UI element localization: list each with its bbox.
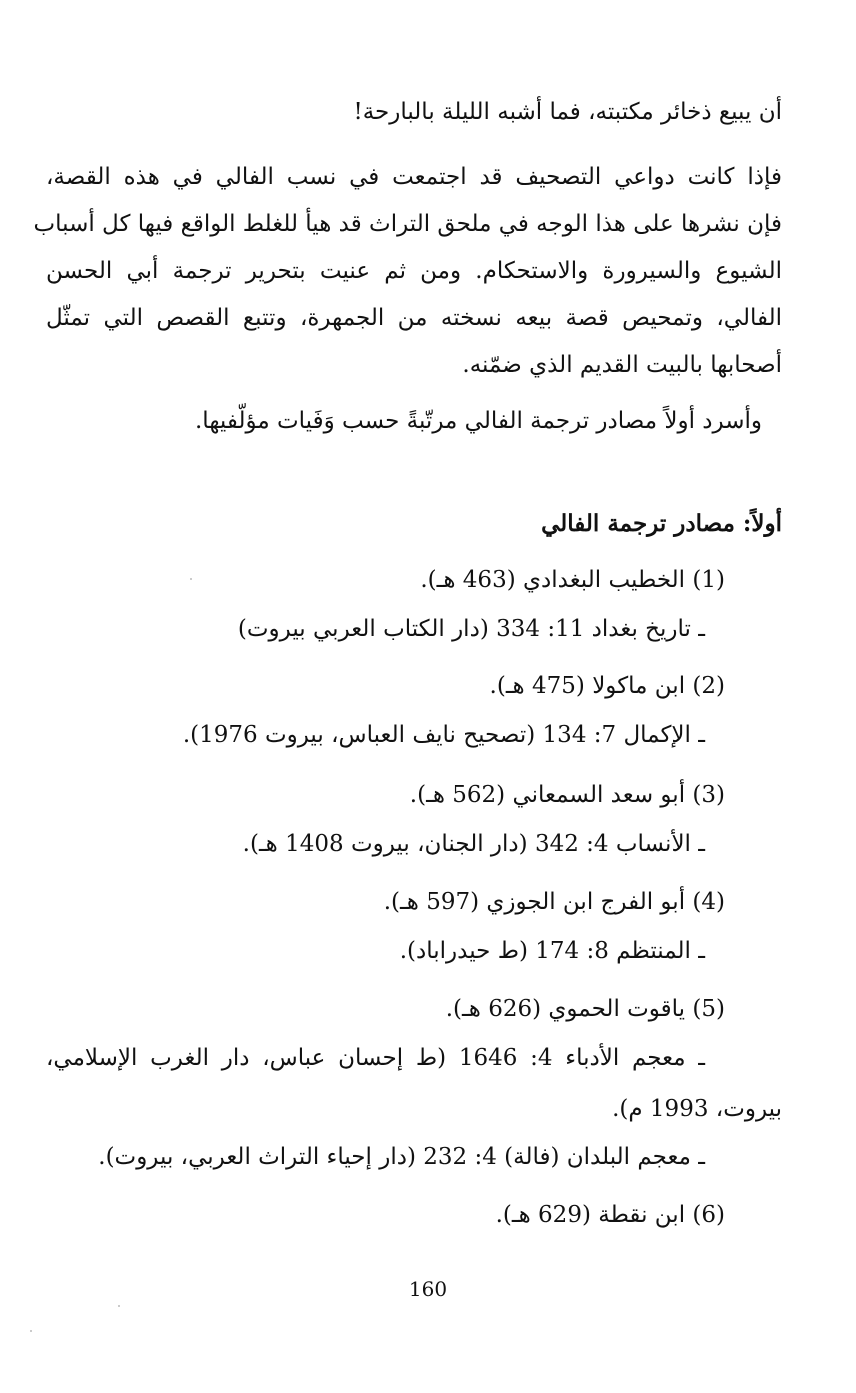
scan-speck [30,1330,32,1332]
source-author: (6) ابن نقطة (629 هـ). [495,1202,725,1228]
source-reference: ـ الأنساب 4: 342 (دار الجنان، بيروت 1408 هـ). [242,831,705,857]
paragraph-line: أصحابها بالبيت القديم الذي ضمّنه. [462,352,782,378]
source-author: (5) ياقوت الحموي (626 هـ). [445,996,725,1022]
page-number: 160 [408,1277,448,1301]
scan-speck [190,578,192,580]
paragraph-line: وأسرد أولاً مصادر ترجمة الفالي مرتّبةً حسب وَفَيات مؤلّفيها. [195,408,762,434]
source-reference: ـ معجم الأدباء 4: 1646 (ط إحسان عباس، دار الغرب الإسلامي، [46,1045,705,1071]
source-reference: ـ معجم البلدان (فالة) 4: 232 (دار إحياء التراث العربي، بيروت). [98,1144,705,1170]
source-author: (2) ابن ماكولا (475 هـ). [489,673,725,699]
section-heading: أولاً: مصادر ترجمة الفالي [541,510,782,537]
source-reference: ـ تاريخ بغداد 11: 334 (دار الكتاب العربي بيروت) [237,616,705,642]
source-reference: ـ الإكمال 7: 134 (تصحيح نايف العباس، بيروت 1976). [182,722,705,748]
paragraph-line: فإذا كانت دواعي التصحيف قد اجتمعت في نسب الفالي في هذه القصة، [46,164,782,190]
scan-speck [118,1305,120,1307]
paragraph-line: الفالي، وتمحيص قصة بيعه نسخته من الجمهرة، وتتبع القصص التي تمثّل [46,305,782,331]
source-author: (1) الخطيب البغدادي (463 هـ). [420,567,725,593]
source-author: (4) أبو الفرج ابن الجوزي (597 هـ). [383,889,725,915]
source-reference: ـ المنتظم 8: 174 (ط حيدراباد). [399,938,705,964]
paragraph-line: فإن نشرها على هذا الوجه في ملحق التراث قد هيأ للغلط الواقع فيها كل أسباب [33,211,782,237]
source-reference-continued: بيروت، 1993 م). [612,1096,782,1122]
source-author: (3) أبو سعد السمعاني (562 هـ). [409,782,725,808]
paragraph-line: الشيوع والسيرورة والاستحكام. ومن ثم عنيت بتحرير ترجمة أبي الحسن [46,258,782,284]
paragraph-line: أن يبيع ذخائر مكتبته، فما أشبه الليلة بالبارحة! [353,99,782,125]
